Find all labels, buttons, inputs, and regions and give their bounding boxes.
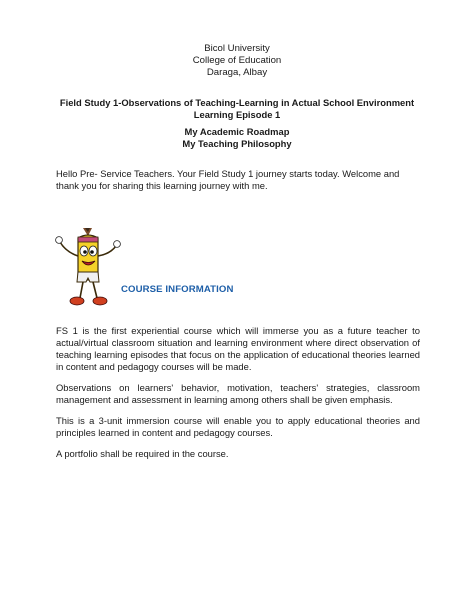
paragraph-portfolio: A portfolio shall be required in the course. — [56, 448, 229, 459]
document-title — [0, 97, 474, 121]
greeting-line-1: Hello Pre- Service Teachers. Your Field Study 1 journey starts today. Welcome and — [56, 168, 400, 179]
subtitle-line-2: My Teaching Philosophy — [182, 138, 292, 149]
greeting-line-2: thank you for sharing this learning journey with me. — [56, 180, 268, 191]
pencil-mascot-icon — [52, 226, 124, 310]
course-description — [56, 325, 420, 469]
subtitle-line-1: My Academic Roadmap — [184, 126, 290, 137]
document-subtitle — [0, 126, 474, 150]
course-information-heading: COURSE INFORMATION — [121, 284, 234, 295]
paragraph-unit-course: This is a 3-unit immersion course will enable you to apply educational theories and principles learned in content and pedagogy courses. — [56, 415, 420, 438]
greeting-paragraph — [56, 168, 426, 192]
paragraph-fs1-intro: FS 1 is the first experiential course which will immerse you as a future teacher to actual/virtual classroom situation and learning environment where direct observation of teaching learning episodes that focus on the application of educational theories learned in content and pedagogy courses will be made. — [56, 325, 420, 372]
college-name: College of Education — [192, 55, 282, 66]
location: Daraga, Albay — [206, 67, 268, 78]
title-line-1: Field Study 1-Observations of Teaching-Learning in Actual School Environment — [59, 97, 415, 108]
title-line-2: Learning Episode 1 — [193, 109, 281, 120]
university-name: Bicol University — [204, 43, 270, 54]
paragraph-observations: Observations on learners' behavior, motivation, teachers' strategies, classroom management and assessment in learning among others shall be given emphasis. — [56, 382, 420, 405]
institution-header — [0, 43, 474, 79]
